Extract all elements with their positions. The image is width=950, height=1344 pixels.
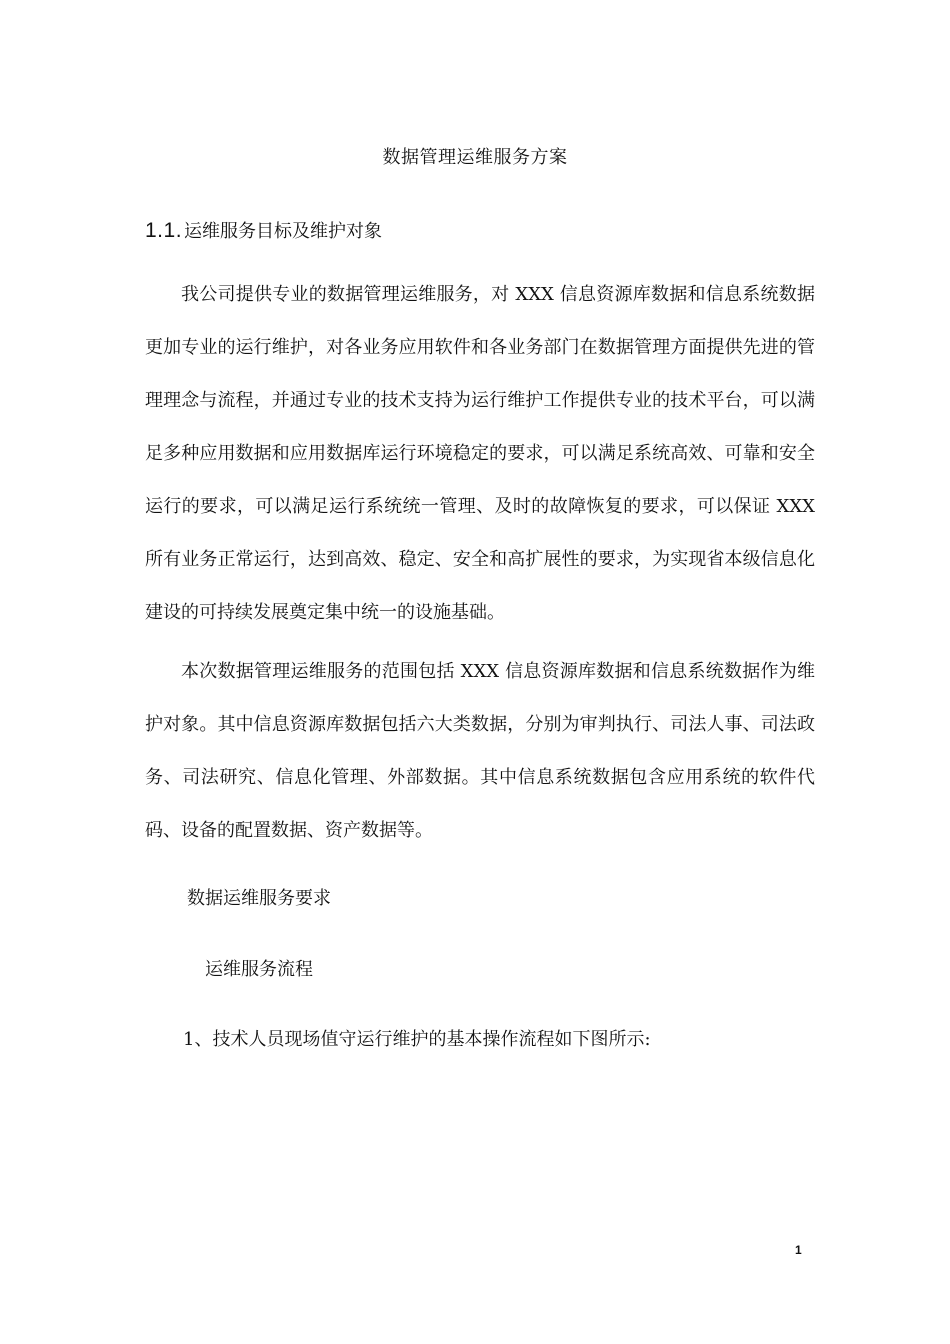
section-title: 运维服务目标及维护对象 <box>184 221 383 242</box>
body-paragraph-1: 我公司提供专业的数据管理运维服务，对 XXX 信息资源库数据和信息系统数据更加专业的运行维护，对各业务应用软件和各业务部门在数据管理方面提供先进的管理理念与流程，并通过专业的技术支持为运行维护工作提供专业的技术平台，可以满足多种应用数据和应用数据库运行环境稳定的要求，可以满足系统高效、可靠和安全运行的要求，可以满足运行系统统一管理、及时的故障恢复的要求，可以保证 XXX 所有业务正常运行，达到高效、稳定、安全和高扩展性的要求，为实现省本级信息化建设的可持续发展奠定集中统一的设施基础。 <box>145 284 815 623</box>
step-1-text: 1、技术人员现场值守运行维护的基本操作流程如下图所示: <box>183 1029 651 1050</box>
section-number: 1.1. <box>145 219 183 242</box>
body-paragraph-2: 本次数据管理运维服务的范围包括 XXX 信息资源库数据和信息系统数据作为维护对象。其中信息资源库数据包括六大类数据，分别为审判执行、司法人事、司法政务、司法研究、信息化管理、外部数据。其中信息系统数据包含应用系统的软件代码、设备的配置数据、资产数据等。 <box>145 661 815 841</box>
subheading-process: 运维服务流程 <box>205 959 313 980</box>
document-title: 数据管理运维服务方案 <box>382 147 568 168</box>
section-heading <box>145 216 382 247</box>
page-number: 1 <box>795 1243 802 1257</box>
subheading-requirements: 数据运维服务要求 <box>187 888 331 909</box>
